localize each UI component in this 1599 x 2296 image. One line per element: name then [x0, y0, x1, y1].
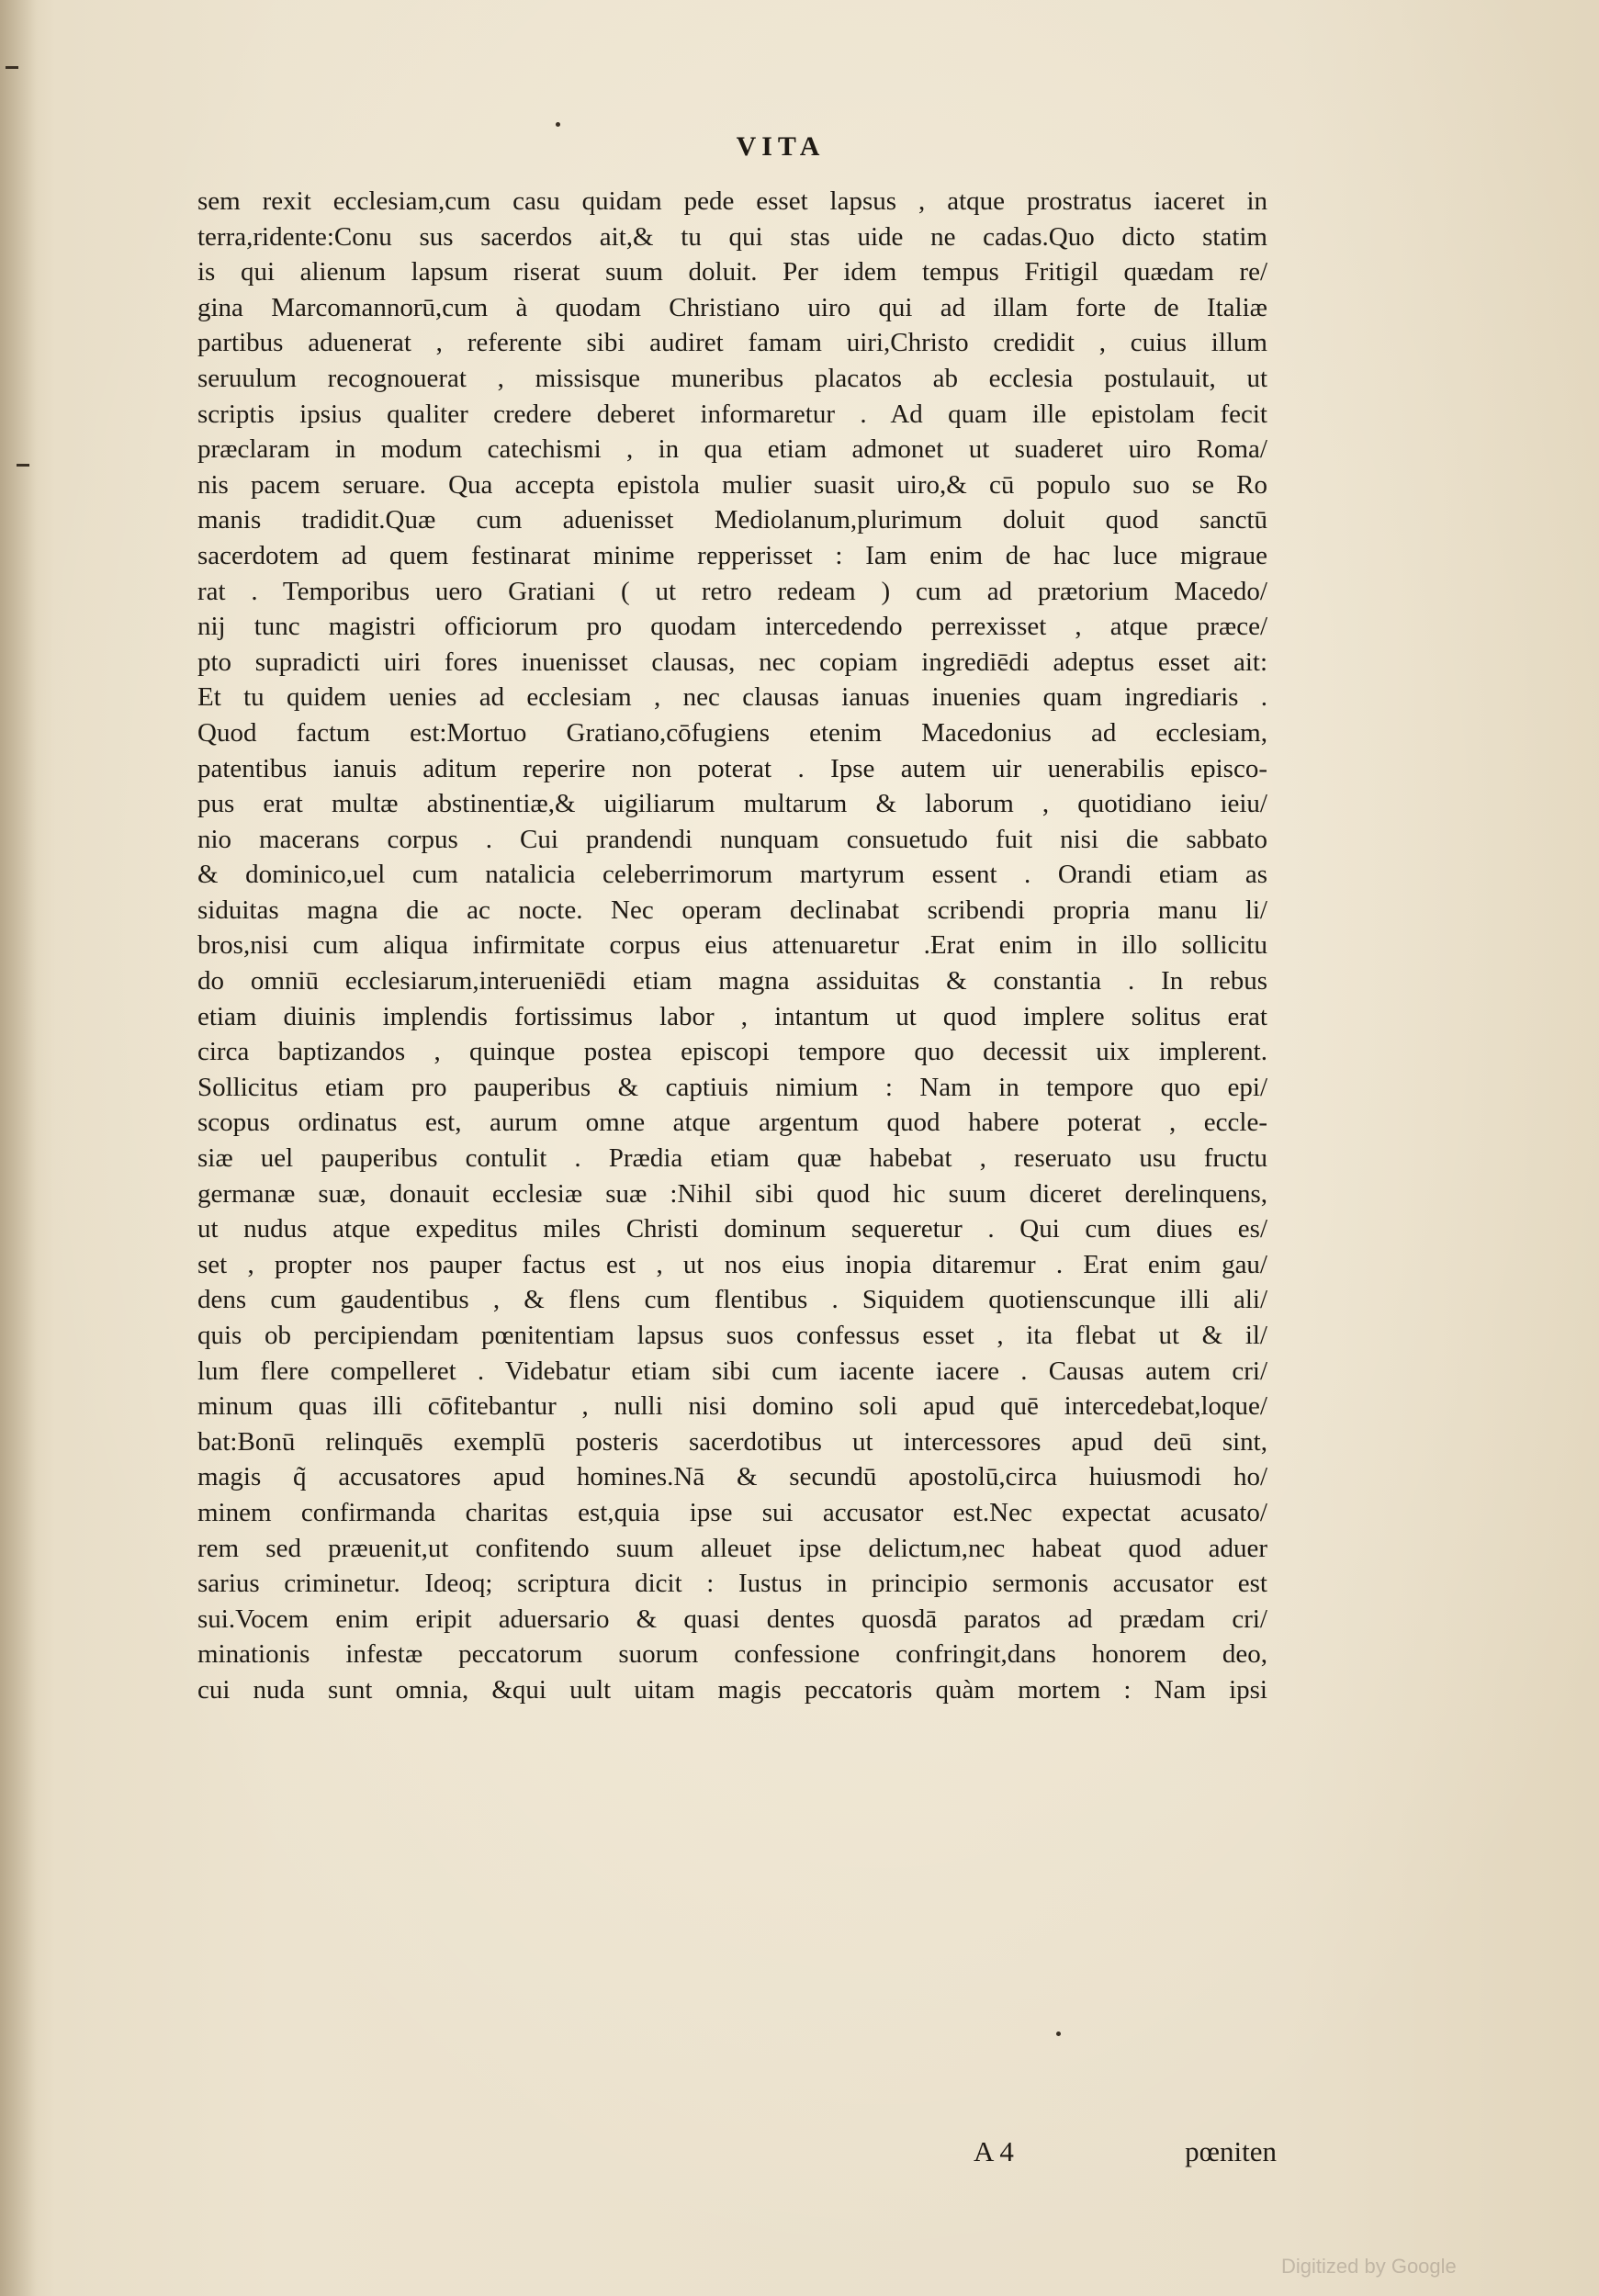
text-block — [197, 184, 1267, 1708]
text-line: bat:Bonū relinquēs exemplū posteris sacerdotibus ut intercessores apud deū sint, — [197, 1426, 1267, 1457]
margin-mark — [17, 464, 29, 467]
text-line: etiam diuinis implendis fortissimus labor , intantum ut quod implere solitus erat — [197, 1001, 1267, 1031]
text-line: rem sed præuenit,ut confitendo suum alleuet ipse delictum,nec habeat quod aduer — [197, 1533, 1267, 1563]
text-line: bros,nisi cum aliqua infirmitate corpus eius attenuaretur .Erat enim in illo sollicitu — [197, 930, 1267, 961]
text-line: germanæ suæ, donauit ecclesiæ suæ :Nihil sibi quod hic suum diceret derelinquens, — [197, 1178, 1267, 1209]
text-line: ut nudus atque expeditus miles Christi dominum sequeretur . Qui cum diues es/ — [197, 1214, 1267, 1244]
text-line: gina Marcomannorū,cum à quodam Christiano uiro qui ad illam forte de Italiæ — [197, 292, 1267, 322]
running-head: VITA — [736, 131, 826, 162]
text-line: scriptis ipsius qualiter credere deberet informaretur . Ad quam ille epistolam fecit — [197, 399, 1267, 429]
text-line: partibus aduenerat , referente sibi audiret famam uiri,Christo credidit , cuius illum — [197, 328, 1267, 358]
text-line: minem confirmanda charitas est,quia ipse sui accusator est.Nec expectat acusato/ — [197, 1497, 1267, 1527]
text-line: terra,ridente:Conu sus sacerdos ait,& tu qui stas uide ne cadas.Quo dicto statim — [197, 221, 1267, 252]
text-line: minationis infestæ peccatorum suorum confessione confringit,dans honorem deo, — [197, 1639, 1267, 1670]
text-line: sarius criminetur. Ideoq; scriptura dicit : Iustus in principio sermonis accusator est — [197, 1569, 1267, 1599]
text-line: sem rexit ecclesiam,cum casu quidam pede esset lapsus , atque prostratus iaceret in — [197, 186, 1267, 216]
text-line: Quod factum est:Mortuo Gratiano,cōfugiens etenim Macedonius ad ecclesiam, — [197, 717, 1267, 748]
text-line: minum quas illi cōfitebantur , nulli nisi domino soli apud quē intercedebat,loque/ — [197, 1391, 1267, 1422]
signature-mark: A 4 — [974, 2135, 1014, 2167]
ink-dot — [556, 122, 560, 127]
ink-dot — [1056, 2032, 1061, 2036]
text-line: magis q̃ accusatores apud homines.Nā & secundū apostolū,circa huiusmodi ho/ — [197, 1462, 1267, 1492]
text-line: siduitas magna die ac nocte. Nec operam declinabat scribendi propria manu li/ — [197, 895, 1267, 925]
text-line: set , propter nos pauper factus est , ut nos eius inopia ditaremur . Erat enim gau/ — [197, 1249, 1267, 1279]
text-line: siæ uel pauperibus contulit . Prædia etiam quæ habebat , reseruato usu fructu — [197, 1143, 1267, 1174]
text-line: is qui alienum lapsum riserat suum doluit. Per idem tempus Fritigil quædam re/ — [197, 257, 1267, 287]
page-footer — [974, 2135, 1277, 2176]
text-line: patentibus ianuis aditum reperire non poterat . Ipse autem uir uenerabilis episco- — [197, 753, 1267, 783]
text-line: nis pacem seruare. Qua accepta epistola mulier suasit uiro,& cū populo suo se Ro — [197, 469, 1267, 500]
text-line: Sollicitus etiam pro pauperibus & captiuis nimium : Nam in tempore quo epi/ — [197, 1072, 1267, 1102]
text-line: nio macerans corpus . Cui prandendi nunquam consuetudo fuit nisi die sabbato — [197, 824, 1267, 854]
text-line: præclaram in modum catechismi , in qua etiam admonet ut suaderet uiro Roma/ — [197, 434, 1267, 465]
gutter-shadow — [0, 0, 37, 2296]
text-line: pto supradicti uiri fores inuenisset clausas, nec copiam ingrediēdi adeptus esset ait: — [197, 647, 1267, 677]
text-line: do omniū ecclesiarum,interueniēdi etiam magna assiduitas & constantia . In rebus — [197, 966, 1267, 996]
text-line: manis tradidit.Quæ cum aduenisset Mediolanum,plurimum doluit quod sanctū — [197, 505, 1267, 535]
text-line: & dominico,uel cum natalicia celeberrimorum martyrum essent . Orandi etiam as — [197, 860, 1267, 890]
digitization-watermark: Digitized by Google — [1281, 2255, 1457, 2278]
catchword: pœniten — [1185, 2135, 1277, 2167]
text-line: sui.Vocem enim eripit aduersario & quasi dentes quosdā paratos ad prædam cri/ — [197, 1604, 1267, 1634]
text-line: seruulum recognouerat , missisque muneribus placatos ab ecclesia postulauit, ut — [197, 363, 1267, 393]
text-line: scopus ordinatus est, aurum omne atque argentum quod habere poterat , eccle- — [197, 1108, 1267, 1138]
text-line: Et tu quidem uenies ad ecclesiam , nec clausas ianuas inuenies quam ingrediaris . — [197, 682, 1267, 713]
text-line: quis ob percipiendam pœnitentiam lapsus suos confessus esset , ita flebat ut & il/ — [197, 1321, 1267, 1350]
text-line: rat . Temporibus uero Gratiani ( ut retro redeam ) cum ad prætorium Macedo/ — [197, 576, 1267, 606]
margin-mark — [6, 66, 18, 69]
text-line: circa baptizandos , quinque postea episcopi tempore quo decessit uix implerent. — [197, 1037, 1267, 1067]
text-line: nij tunc magistri officiorum pro quodam intercedendo perrexisset , atque præce/ — [197, 612, 1267, 642]
text-line: cui nuda sunt omnia, &qui uult uitam magis peccatoris quàm mortem : Nam ipsi — [197, 1674, 1267, 1705]
text-line: pus erat multæ abstinentiæ,& uigiliarum multarum & laborum , quotidiano ieiu/ — [197, 789, 1267, 819]
text-line: sacerdotem ad quem festinarat minime repperisset : Iam enim de hac luce migraue — [197, 540, 1267, 570]
text-line: dens cum gaudentibus , & flens cum flentibus . Siquidem quotienscunque illi ali/ — [197, 1285, 1267, 1315]
text-line: lum flere compelleret . Videbatur etiam sibi cum iacente iacere . Causas autem cri/ — [197, 1356, 1267, 1386]
